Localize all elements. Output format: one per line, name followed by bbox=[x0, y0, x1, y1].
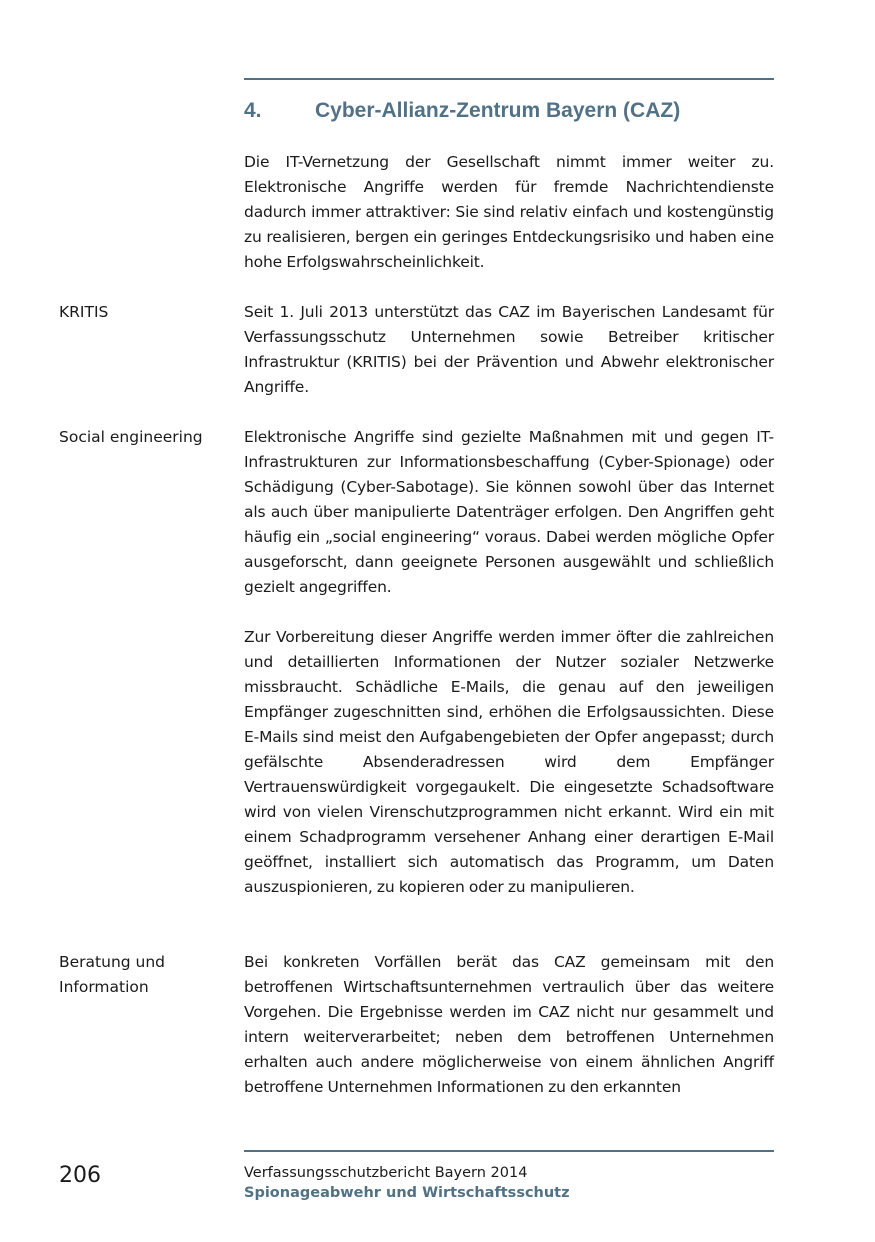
intro-paragraph: Die IT-Vernetzung der Gesellschaft nimmt immer weiter zu. Elektronische Angriffe werden für fremde Nachrichtendienste dadurch immer attraktiver: Sie sind relativ einfach und kostengünstig zu realisieren, bergen ein geringes Entdeckungsrisiko und haben eine hohe Erfolgswahrscheinlichkeit. bbox=[244, 153, 774, 271]
margin-label-consulting-line2: Information bbox=[59, 978, 149, 996]
margin-label-social-engineering: Social engineering bbox=[59, 428, 203, 446]
margin-label-consulting bbox=[59, 950, 229, 1000]
section-number: 4. bbox=[244, 99, 262, 122]
margin-label-consulting-line1: Beratung und bbox=[59, 953, 166, 971]
margin-label-kritis: KRITIS bbox=[59, 303, 109, 321]
footer-rule bbox=[244, 1150, 774, 1152]
header-rule bbox=[244, 78, 774, 80]
consulting-paragraph: Bei konkreten Vorfällen berät das CAZ gemeinsam mit den betroffenen Wirtschaftsunternehmen vertraulich über das weitere Vorgehen. Die Ergebnisse werden im CAZ nicht nur gesammelt und intern weiterverarbeitet; neben dem betroffenen Unternehmen erhalten auch andere möglicherweise von einem ähnlichen Angriff betroffene Unternehmen Informationen zu den erkannten bbox=[244, 953, 774, 1096]
kritis-paragraph: Seit 1. Juli 2013 unterstützt das CAZ im Bayerischen Landesamt für Verfassungsschutz Unternehmen sowie Betreiber kritischer Infrastruktur (KRITIS) bei der Prävention und Abwehr elektronischer Angriffe. bbox=[244, 303, 774, 396]
footer-publication: Verfassungsschutzbericht Bayern 2014 bbox=[244, 1165, 528, 1181]
section-heading bbox=[244, 97, 774, 125]
footer-chapter: Spionageabwehr und Wirtschaftsschutz bbox=[244, 1185, 570, 1201]
section-title: Cyber-Allianz-Zentrum Bayern (CAZ) bbox=[315, 99, 681, 122]
preparation-paragraph: Zur Vorbereitung dieser Angriffe werden immer öfter die zahlreichen und detaillierten Informationen der Nutzer sozialer Netzwerke missbraucht. Schädliche E-Mails, die genau auf den jeweiligen Empfänger zugeschnitten sind, erhöhen die Erfolgsaussichten. Diese E-Mails sind meist den Aufgabengebieten der Opfer angepasst; durch gefälschte Absenderadressen wird dem Empfänger Vertrauenswürdigkeit vorgegaukelt. Die eingesetzte Schadsoftware wird von vielen Virenschutzprogrammen nicht erkannt. Wird ein mit einem Schadprogramm versehener Anhang einer derartigen E-Mail geöffnet, installiert sich automatisch das Programm, um Daten auszuspionieren, zu kopieren oder zu manipulieren. bbox=[244, 628, 774, 896]
social-engineering-paragraph: Elektronische Angriffe sind gezielte Maßnahmen mit und gegen IT-Infrastrukturen zur Informationsbeschaffung (Cyber-Spionage) oder Schädigung (Cyber-Sabotage). Sie können sowohl über das Internet als auch über manipulierte Datenträger erfolgen. Den Angriffen geht häufig ein „social engineering“ voraus. Dabei werden mögliche Opfer ausgeforscht, dann geeignete Personen ausgewählt und schließlich gezielt angegriffen. bbox=[244, 428, 774, 596]
page-number: 206 bbox=[59, 1163, 101, 1188]
